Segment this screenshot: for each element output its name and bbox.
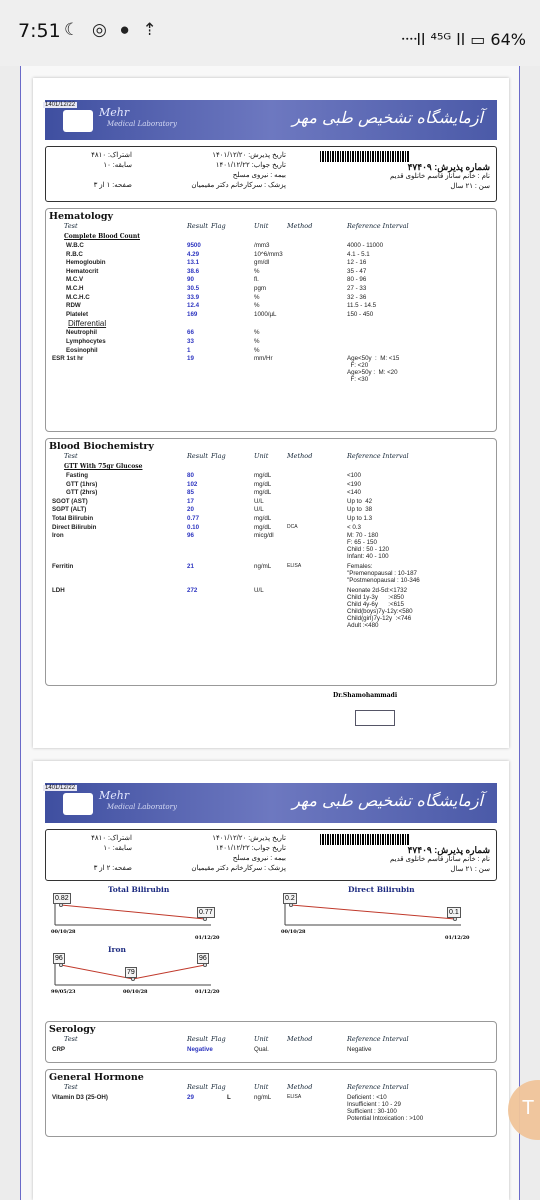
result-method: ELISA — [287, 1094, 302, 1100]
table-row — [46, 338, 496, 347]
test-name: LDH — [52, 587, 65, 595]
table-row — [46, 242, 496, 251]
test-name: Ferritin — [52, 563, 74, 571]
table-row — [46, 285, 496, 294]
test-name: W.B.C — [66, 242, 84, 249]
table-row — [46, 347, 496, 356]
test-name: Fasting — [66, 472, 89, 479]
lab-banner — [45, 100, 497, 140]
table-row — [46, 294, 496, 303]
translate-icon: T — [522, 1097, 535, 1119]
test-name: SGPT (ALT) — [52, 506, 87, 514]
reference-interval: 150 - 450 — [347, 310, 374, 318]
result-unit: gm/dl — [254, 259, 270, 267]
result-value: 1 — [187, 346, 191, 354]
reference-interval: < 0.3 — [347, 523, 361, 531]
lab-name-en: Mehr — [99, 106, 130, 119]
doctor-name: پزشک : سرکارخانم دکتر مقیمیان — [191, 865, 286, 872]
barcode-icon — [320, 834, 410, 845]
differential-title: Differential — [68, 319, 107, 329]
result-value: 12.4 — [187, 302, 200, 310]
report-page-1 — [33, 78, 509, 748]
result-value: 4.29 — [187, 250, 200, 258]
column-header: Test Result Flag Unit Method Reference Interval — [64, 1083, 409, 1091]
answer-date: تاریخ جواب: ۱۴۰۱/۱۲/۲۲ — [215, 162, 286, 169]
trend-title: Total Bilirubin — [108, 885, 170, 894]
table-row — [46, 1094, 496, 1125]
test-name: Iron — [52, 532, 64, 540]
test-name: RDW — [66, 302, 81, 310]
table-row — [46, 515, 496, 524]
result-unit: mg/dL — [254, 489, 272, 497]
status-signal-battery: ᠁ll ⁴⁵ᴳ ll ▭ 64% — [397, 30, 526, 49]
trend-chart — [53, 895, 213, 937]
trend-value-label: 96 — [199, 955, 207, 962]
table-row — [46, 268, 496, 277]
trend-value-label: 0.2 — [285, 895, 295, 902]
reference-interval: <100 — [347, 472, 361, 479]
trend-title: Direct Bilirubin — [348, 885, 415, 894]
result-unit: U/L — [254, 497, 264, 505]
reference-interval: M: 70 - 180 F: 65 - 150 Child : 50 - 120 Infant: 40 - 100 — [347, 532, 389, 561]
test-name: Hematocrit — [66, 267, 99, 275]
table-row — [46, 587, 496, 632]
reference-interval: <190 — [347, 480, 361, 488]
result-value: 96 — [187, 532, 194, 540]
result-unit: % — [254, 267, 260, 275]
page-count: صفحه: ۲ از ۳ — [93, 865, 132, 872]
table-row — [46, 498, 496, 507]
result-unit: Qual. — [254, 1046, 269, 1053]
section-title: Serology — [49, 1024, 96, 1035]
trend-line — [291, 905, 455, 919]
table-row — [46, 506, 496, 515]
lab-logo-icon — [63, 793, 93, 815]
table-row — [46, 563, 496, 587]
result-method: ELISA — [287, 563, 302, 570]
result-value: 85 — [187, 489, 194, 497]
trend-chart — [283, 895, 463, 937]
result-unit: U/L — [254, 506, 264, 514]
table-row — [46, 329, 496, 338]
trend-chart — [53, 955, 213, 1005]
print-date: 1401/12/22 — [45, 785, 76, 791]
result-value: 102 — [187, 480, 198, 488]
trend-date-label: 00/10/28 — [51, 929, 76, 935]
lab-name-fa: آزمایشگاه تشخیص طبی مهر — [292, 791, 483, 810]
reference-interval: <140 — [347, 489, 361, 497]
test-name: GTT (2hrs) — [66, 489, 98, 497]
test-name: Lymphocytes — [66, 337, 106, 345]
test-name: SGOT (AST) — [52, 497, 88, 505]
hematology-section — [45, 208, 497, 432]
result-unit: micg/dl — [254, 532, 274, 540]
table-row — [46, 259, 496, 268]
trend-date-label: 01/12/20 — [195, 935, 220, 941]
print-date: 1401/12/22 — [45, 102, 76, 108]
test-name: Total Bilirubin — [52, 514, 94, 522]
result-unit: 1000/µL — [254, 310, 277, 318]
barcode-icon — [320, 151, 410, 162]
test-name: GTT (1hrs) — [66, 480, 98, 488]
status-bar — [0, 0, 540, 66]
reference-interval: 80 - 96 — [347, 276, 367, 284]
patient-age: سن : ۲۱ سال — [450, 866, 490, 873]
reference-interval: Deficient : <10 Insufficient : 10 - 29 Sufficient : 30-100 Potential Intoxication : >100 — [347, 1094, 424, 1122]
admission-date: تاریخ پذیرش: ۱۴۰۱/۱۲/۲۰ — [212, 152, 286, 159]
table-row — [46, 481, 496, 490]
result-value: 13.1 — [187, 259, 200, 267]
reference-interval: Neonate 2d-5d:<1732 Child 1y-3y :<850 Child 4y-6y :<615 Child(boys)7y-12y:<580 Child(girl)7y-12y :<746 Adult :<480 — [347, 587, 413, 630]
table-row — [46, 302, 496, 311]
reference-interval: Negative — [347, 1046, 372, 1053]
test-name: M.C.V — [66, 276, 84, 284]
subscription-no: اشتراک: ۴۸۱۰ — [91, 152, 132, 159]
test-name: Hemogloubin — [66, 259, 106, 267]
serology-section — [45, 1021, 497, 1063]
result-value: 20 — [187, 506, 194, 514]
lab-logo-icon — [63, 110, 93, 132]
reception-no: شماره پذیرش: ۴۷۴۰۹ — [407, 162, 490, 172]
reference-interval: 32 - 36 — [347, 293, 367, 301]
patient-name: نام : خانم ساناز قاسم خانلوی قدیم — [389, 856, 490, 863]
test-name: Eosinophil — [66, 346, 98, 354]
trend-date-label: 00/10/28 — [281, 929, 306, 935]
result-unit: % — [254, 346, 260, 354]
insurance: بیمه : نیروی مسلح — [232, 855, 286, 862]
trend-value-label: 0.82 — [55, 895, 69, 902]
result-unit: % — [254, 293, 260, 301]
table-row — [46, 532, 496, 563]
column-header: Test Result Flag Unit Method Reference Interval — [64, 1035, 409, 1043]
reference-interval: Up to 38 — [347, 506, 373, 514]
doctor-name: پزشک : سرکارخانم دکتر مقیمیان — [191, 182, 286, 189]
section-title: Blood Biochemistry — [49, 441, 154, 452]
trend-title: Iron — [108, 945, 126, 954]
test-name: Platelet — [66, 310, 89, 318]
result-value: 90 — [187, 276, 194, 284]
trend-value-label: 0.77 — [199, 909, 213, 916]
trend-date-label: 00/10/28 — [123, 989, 148, 995]
lab-name-en-sub: Medical Laboratory — [107, 120, 177, 128]
reference-interval: 12 - 16 — [347, 259, 367, 267]
reception-no: شماره پذیرش: ۴۷۴۰۹ — [407, 845, 490, 855]
test-name: R.B.C — [66, 250, 83, 258]
reference-interval: Up to 42 — [347, 497, 373, 505]
table-row — [46, 311, 496, 320]
trend-value-label: 0.1 — [449, 909, 459, 916]
test-name: M.C.H — [66, 284, 84, 292]
table-row — [46, 489, 496, 498]
trend-value-label: 79 — [127, 969, 135, 976]
result-value: 9500 — [187, 242, 201, 249]
column-header: Test Result Flag Unit Method Reference Interval — [64, 222, 409, 230]
result-value: 29 — [187, 1094, 194, 1101]
section-title: General Hormone — [49, 1072, 144, 1083]
test-name: Neutrophil — [66, 329, 97, 337]
answer-date: تاریخ جواب: ۱۴۰۱/۱۲/۲۲ — [215, 845, 286, 852]
patient-info-box — [45, 829, 497, 881]
subscription-no: اشتراک: ۴۸۱۰ — [91, 835, 132, 842]
status-time: 7:51 — [18, 20, 61, 42]
result-value: 169 — [187, 310, 198, 318]
subsection-title: GTT With 75gr Glucose — [64, 463, 143, 470]
result-value: 272 — [187, 587, 198, 595]
hormone-section — [45, 1069, 497, 1137]
page-count: صفحه: ۱ از ۳ — [93, 182, 132, 189]
reference-interval: 4.1 - 5.1 — [347, 250, 370, 258]
result-unit: % — [254, 302, 260, 310]
result-unit: ng/mL — [254, 1094, 272, 1101]
result-unit: mg/dL — [254, 480, 272, 488]
trend-date-label: 99/05/23 — [51, 989, 76, 995]
sample-no: سابقه: ۱۰ — [103, 845, 132, 852]
result-value: 33 — [187, 337, 194, 345]
patient-age: سن : ۲۱ سال — [450, 183, 490, 190]
biochemistry-section — [45, 438, 497, 686]
signature-stamp-icon — [355, 710, 395, 726]
lab-name-en-sub: Medical Laboratory — [107, 803, 177, 811]
result-unit: mg/dL — [254, 472, 272, 479]
result-unit: ng/mL — [254, 563, 272, 571]
signature-name: Dr.Shamohammadi — [333, 692, 398, 699]
admission-date: تاریخ پذیرش: ۱۴۰۱/۱۲/۲۰ — [212, 835, 286, 842]
table-row — [46, 472, 496, 481]
reference-interval: 27 - 33 — [347, 284, 367, 292]
result-unit: 10^6/mm3 — [254, 250, 283, 258]
section-title: Hematology — [49, 211, 114, 222]
result-method: DCA — [287, 523, 298, 530]
patient-name: نام : خانم ساناز قاسم خانلوی قدیم — [389, 173, 490, 180]
lab-name-fa: آزمایشگاه تشخیص طبی مهر — [292, 108, 483, 127]
result-unit: fl. — [254, 276, 259, 284]
test-name: CRP — [52, 1046, 66, 1053]
reference-interval: Females: "Premenopausal : 10-187 "Postmenopausal : 10-346 — [347, 563, 420, 585]
reference-interval: Up to 1.3 — [347, 514, 373, 522]
result-flag: L — [227, 1094, 231, 1101]
reference-interval: 4000 - 11000 — [347, 242, 384, 249]
table-row: ESR 1st hr 19 mm/Hr Age<50y : M: <15 F: <20 Age>50y : M: <20 F: <30 — [52, 355, 400, 384]
status-notification-icons: ☾ ◎ ● ⇡ — [64, 20, 161, 39]
test-name: Direct Bilirubin — [52, 523, 97, 531]
table-row — [46, 251, 496, 260]
result-unit: U/L — [254, 587, 264, 595]
result-unit: mg/dL — [254, 523, 272, 531]
result-value: 0.10 — [187, 523, 200, 531]
result-value: 38.6 — [187, 267, 200, 275]
trend-value-label: 96 — [55, 955, 63, 962]
reference-interval: 35 - 47 — [347, 267, 367, 275]
result-value: 21 — [187, 563, 194, 571]
patient-info-box — [45, 146, 497, 202]
result-unit: % — [254, 329, 260, 337]
result-unit: pgm — [254, 284, 267, 292]
lab-banner — [45, 783, 497, 823]
document-viewer[interactable] — [20, 66, 520, 1200]
column-header: Test Result Flag Unit Method Reference Interval — [64, 452, 409, 460]
result-value: 30.5 — [187, 284, 200, 292]
result-value: 33.9 — [187, 293, 200, 301]
test-name: M.C.H.C — [66, 293, 90, 301]
result-value: 0.77 — [187, 514, 200, 522]
result-value: 80 — [187, 472, 194, 479]
result-unit: /mm3 — [254, 242, 270, 249]
result-value: 66 — [187, 329, 194, 337]
result-value: Negative — [187, 1046, 213, 1053]
table-row — [46, 524, 496, 533]
table-row — [46, 1046, 496, 1055]
test-name: Vitamin D3 (25-OH) — [52, 1094, 108, 1101]
insurance: بیمه : نیروی مسلح — [232, 172, 286, 179]
subsection-title: Complete Blood Count — [64, 233, 141, 240]
result-unit: % — [254, 337, 260, 345]
sample-no: سابقه: ۱۰ — [103, 162, 132, 169]
result-unit: mg/dL — [254, 514, 272, 522]
result-value: 17 — [187, 497, 194, 505]
trend-date-label: 01/12/20 — [195, 989, 220, 995]
reference-interval: 11.5 - 14.5 — [347, 302, 377, 310]
trend-date-label: 01/12/20 — [445, 935, 470, 941]
table-row — [46, 276, 496, 285]
trend-line — [61, 905, 205, 919]
lab-name-en: Mehr — [99, 789, 130, 802]
report-page-2 — [33, 761, 509, 1200]
